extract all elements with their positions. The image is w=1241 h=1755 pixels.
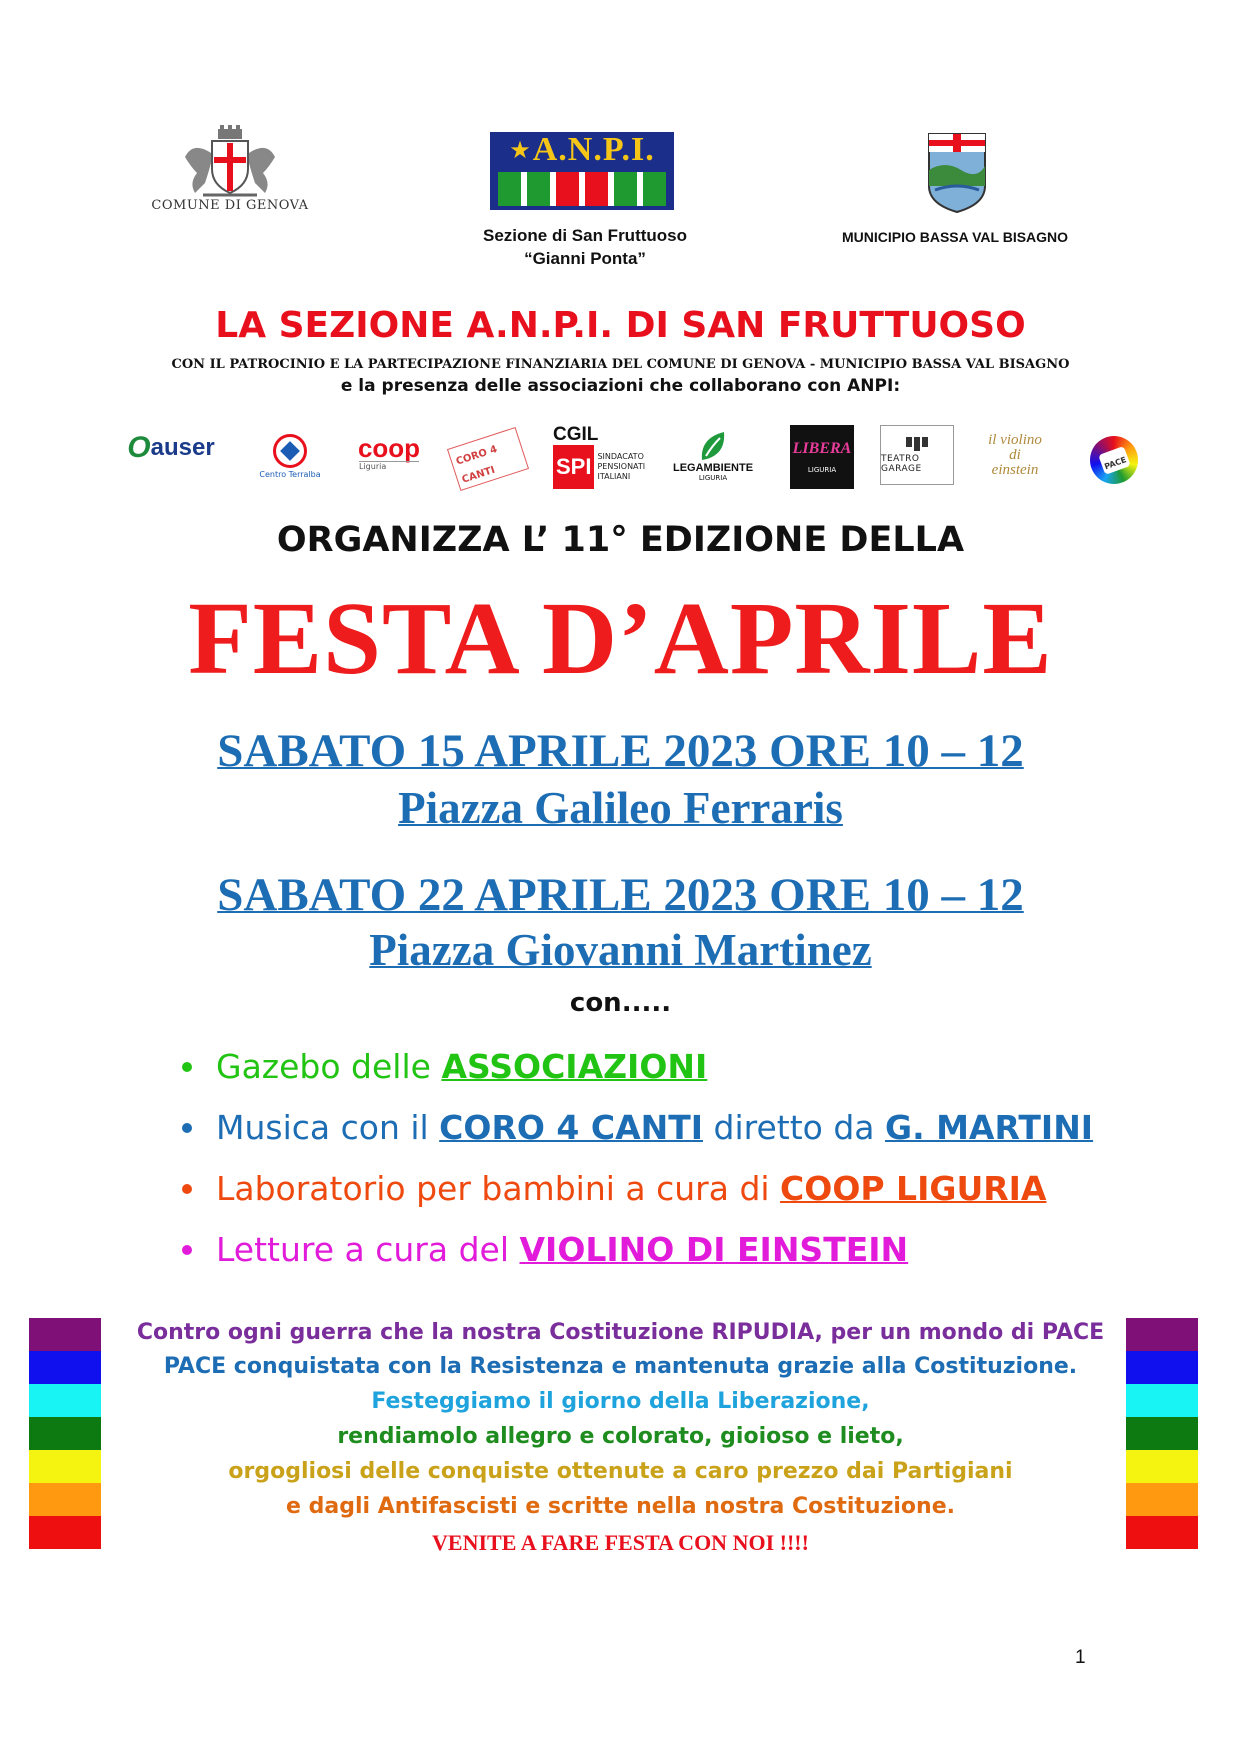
violino-einstein-logo: il violino di einstein <box>988 431 1042 478</box>
page-title: LA SEZIONE A.N.P.I. DI SAN FRUTTUOSO <box>215 305 1026 346</box>
event-date-2: SABATO 22 APRILE 2023 ORE 10 – 12 <box>217 869 1024 921</box>
event-place-1: Piazza Galileo Ferraris <box>398 783 843 833</box>
cgil-spi-logo: CGIL SPI SINDACATO PENSIONATI ITALIANI <box>553 423 635 491</box>
genova-coat-of-arms-icon <box>175 123 285 203</box>
bullet-icon <box>182 1062 192 1072</box>
comune-caption: COMUNE DI GENOVA <box>151 198 309 213</box>
coop-logo: coop Liguria <box>357 433 421 471</box>
bullet-icon <box>182 1245 192 1255</box>
message-line-6: e dagli Antifascisti e scritte nella nostra Costituzione. <box>286 1494 955 1519</box>
message-line-5: orgogliosi delle conquiste ottenute a caro prezzo dai Partigiani <box>228 1459 1013 1484</box>
bullet-icon <box>182 1184 192 1194</box>
legambiente-logo: LEGAMBIENTE LIGURIA <box>668 426 758 486</box>
star-icon: ★ <box>509 136 531 164</box>
bullet-icon <box>182 1123 192 1133</box>
organizza-line: ORGANIZZA L’ 11° EDIZIONE DELLA <box>276 520 965 560</box>
event-place-2: Piazza Giovanni Martinez <box>369 925 872 975</box>
event-date-1: SABATO 15 APRILE 2023 ORE 10 – 12 <box>217 725 1024 777</box>
anpi-section-line2: “Gianni Ponta” <box>524 249 646 268</box>
presence-line: e la presenza delle associazioni che collaborano con ANPI: <box>340 376 901 396</box>
list-item: Musica con il CORO 4 CANTI diretto da G. MARTINI <box>182 1108 1093 1147</box>
centro-terralba-logo: Centro Terralba <box>255 428 325 484</box>
message-line-2: PACE conquistata con la Resistenza e mantenuta grazie alla Costituzione. <box>163 1354 1078 1379</box>
page-number: 1 <box>1075 1647 1086 1668</box>
message-line-7: VENITE A FARE FESTA CON NOI !!!! <box>432 1530 809 1555</box>
anpi-logo <box>490 132 674 210</box>
municipio-logo <box>925 130 989 214</box>
message-line-4: rendiamolo allegro e colorato, gioioso e lieto, <box>337 1424 904 1449</box>
teatro-garage-logo: TEATRO GARAGE <box>880 425 954 485</box>
patronage-line: CON IL PATROCINIO E LA PARTECIPAZIONE FINANZIARIA DEL COMUNE DI GENOVA - MUNICIPIO BASSA VAL BISAGNO <box>171 357 1070 372</box>
libera-logo: LIBERA LIGURIA <box>790 425 854 489</box>
list-item: Laboratorio per bambini a cura di COOP LIGURIA <box>182 1169 1046 1208</box>
festa-title: FESTA D’APRILE <box>188 581 1053 696</box>
comune-genova-logo <box>151 123 309 213</box>
legambiente-leaf-icon <box>698 430 728 462</box>
message-line-3: Festeggiamo il giorno della Liberazione, <box>371 1389 870 1414</box>
anpi-section-line1: Sezione di San Fruttuoso <box>482 226 687 245</box>
municipio-shield-icon <box>925 130 989 214</box>
list-item: Gazebo delle ASSOCIAZIONI <box>182 1047 707 1086</box>
anpi-logo-text: A.N.P.I. <box>532 131 655 168</box>
message-line-1: Contro ogni guerra che la nostra Costituzione RIPUDIA, per un mondo di PACE <box>136 1320 1105 1345</box>
auser-logo: O auser <box>127 431 215 464</box>
con-line: con..... <box>569 988 672 1018</box>
pace-badge-logo: PACE <box>1090 436 1138 484</box>
list-item: Letture a cura del VIOLINO DI EINSTEIN <box>182 1230 908 1269</box>
municipio-caption: MUNICIPIO BASSA VAL BISAGNO <box>841 229 1069 245</box>
coro-4-canti-logo: CORO 4 CANTI <box>452 436 524 482</box>
